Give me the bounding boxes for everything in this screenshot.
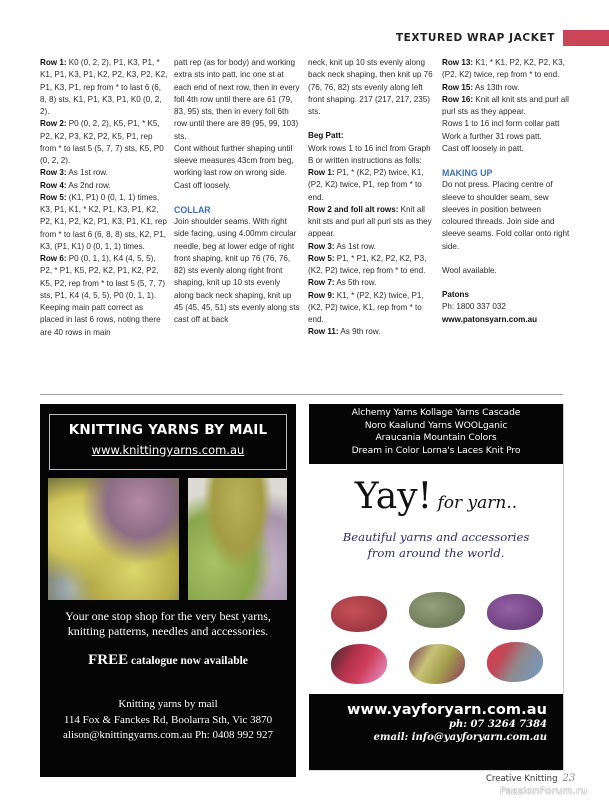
supplier-website[interactable]: www.patonsyarn.com.au	[442, 314, 538, 324]
row-3-instruction: Row 3: As 1st row.	[40, 168, 108, 178]
ad-url-link[interactable]: www.knittingyarns.com.au	[91, 443, 245, 457]
cast-off-patt: Cast off loosely in patt.	[442, 143, 524, 153]
collar-row-2: Row 2 and foll alt rows: Knit all knit sts and purl all purl sts as they appear.	[308, 204, 432, 239]
beg-patt-heading: Beg Patt:	[308, 131, 344, 141]
collar-text: Join shoulder seams. With right side facing, using 4.00mm circular needle, beg at lower edge of right front shaping, knit up 76 (76, 76, 82) sts evenly along right front shaping, knit up 10 sts evenly along back neck shaping, knit up 45 (45, 45, 51) sts evenly along sts cast off at back	[174, 217, 300, 324]
beg-patt-text: Work rows 1 to 16 incl from Graph B or written instructions as folls:	[308, 143, 431, 165]
making-up-heading: MAKING UP	[442, 168, 493, 178]
yay-contact-band	[309, 694, 563, 770]
free-catalogue: FREE catalogue now available	[88, 652, 248, 668]
section-title: TEXTURED WRAP JACKET	[395, 32, 555, 44]
row-2-instruction: Row 2: P0 (0, 2, 2), K5, P1, * K5, P2, K2, P3, K2, P2, K5, P1, rep from * to last 5 (5, 7, 7) sts, K5, P0 (0, 2, 2).	[40, 119, 164, 165]
yarn-skein-red	[331, 596, 387, 632]
yarn-skein-multi-green	[409, 644, 465, 684]
collar-row-11: Row 11: As 9th row.	[308, 327, 381, 337]
row-6-instruction: Row 6: P0 (0, 1, 1), K4 (4, 5, 5), P2, * P1, K5, P2, K2, P1, K2, P2, K5, P2, rep from * to last 5 (5, 7, 7) sts, P1, K4 (4, 5, 5), P0 (0, 1, 1).	[40, 254, 166, 300]
sleeve-shaping: patt rep (as for body) and working extra sts into patt, inc one st at each end of next row, then in every foll 4th row until there are 61 (79, 83, 95) sts, then in every foll 6th row until there are 89 (95, 99, 103) sts.	[174, 58, 300, 141]
boucle-yarn-photo	[48, 478, 179, 600]
ad-yay-for-yarn[interactable]	[309, 404, 564, 771]
column-1	[40, 57, 168, 339]
watermark: PassionForum.ru	[500, 786, 588, 797]
brand-list: Alchemy Yarns Kollage Yarns Cascade Noro Kaalund Yarns WOOLganic Araucania Mountain Colors Dream in Color Lorna's Laces Knit Pro	[309, 404, 563, 464]
row-4-instruction: Row 4: As 2nd row.	[40, 180, 111, 190]
column-3	[308, 57, 436, 339]
pattern-columns	[40, 57, 568, 377]
row-1-instruction: Row 1: K0 (0, 2, 2), P1, K3, P1, * K1, P1, K3, P1, K2, P2, K3, P2, K2, P1, K3, P1, rep from * to last 6 (6, 8, 8) sts, K1, P1, K3, P1, K0 (0, 2, 2).	[40, 58, 168, 116]
yarn-skein-purple	[487, 594, 543, 630]
collar-row-7: Row 7: As 5th row.	[308, 278, 377, 288]
ad-tagline: Your one stop shop for the very best yarns, knitting patterns, needles and accessories.	[65, 609, 271, 638]
collar-row-13: Row 13: K1, * K1, P2, K2, P2, K3, (P2, K2) twice, rep from * to end.	[442, 58, 565, 80]
collar-continued: neck, knit up 10 sts evenly along back neck shaping, then knit up 76 (76, 76, 82) sts evenly along left front shaping. 217 (217, 217, 235) sts.	[308, 58, 433, 116]
publication-name: Creative Knitting	[486, 774, 558, 784]
collar-row-5: Row 5: P1, * P1, K2, P2, K2, P3, (K2, P2) twice, rep from * to end.	[308, 253, 427, 275]
ad-title: KNITTING YARNS BY MAIL	[68, 422, 268, 438]
yay-tagline: Beautiful yarns and accessories from around the world.	[342, 530, 530, 560]
collar-row-1: Row 1: P1, * (K2, P2) twice, K1, (P2, K2) twice, P1, rep from * to end.	[308, 168, 424, 202]
page-footer	[486, 773, 575, 784]
further-rows: Work a further 31 rows patt.	[442, 131, 542, 141]
collar-row-16: Row 16: Knit all knit sts and purl all purl sts as they appear.	[442, 94, 569, 116]
collar-heading: COLLAR	[174, 204, 211, 215]
collar-row-9: Row 9: K1, * (P2, K2) twice, P1, (K2, P2) twice, K1, rep from * to end.	[308, 290, 424, 324]
column-2	[174, 57, 302, 326]
cotton-yarn-balls-photo	[188, 478, 287, 600]
ad-knitting-yarns-by-mail[interactable]	[40, 404, 296, 777]
yay-phone: ph: 07 3264 7384	[449, 719, 547, 730]
ad-title-box	[49, 414, 287, 470]
yay-email[interactable]: email: info@yayforyarn.com.au	[373, 732, 547, 743]
yarn-skein-multi-blue	[487, 642, 543, 682]
supplier-phone: Ph: 1800 337 032	[442, 302, 506, 312]
yay-logo: Yay! for yarn..	[354, 476, 518, 517]
supplier-name: Patons	[442, 290, 469, 299]
making-up-text: Do not press. Placing centre of sleeve to shoulder seam, sew sleeves in position between coloured threads. Join side and sleeve seams. Fold collar onto right side.	[442, 180, 570, 251]
yarn-skein-sage	[409, 592, 465, 628]
collar-row-15: Row 15: As 13th row.	[442, 82, 520, 92]
page-header	[396, 29, 609, 47]
collar-row-3: Row 3: As 1st row.	[308, 241, 376, 251]
wool-available: Wool available.	[442, 265, 497, 275]
accent-bar	[563, 30, 609, 46]
collar-patt-note: Rows 1 to 16 incl form collar patt	[442, 119, 560, 129]
yay-url-link[interactable]: www.yayforyarn.com.au	[346, 702, 547, 718]
column-4	[442, 57, 570, 326]
ad-contact: Knitting yarns by mail 114 Fox & Fanckes Rd, Boolarra Sth, Vic 3870 alison@knittingyarns.com.au Ph: 0408 992 927	[63, 698, 273, 741]
cast-off: Cast off loosely.	[174, 180, 231, 190]
sleeve-continue: Cont without further shaping until sleeve measures 43cm from beg, working last row on wrong side.	[174, 143, 294, 178]
yarn-skein-multi-pink	[331, 644, 387, 684]
patt-note: Keeping main patt correct as placed in last 6 rows, noting there are 40 rows in main	[40, 303, 161, 337]
section-divider	[40, 394, 563, 395]
page-number: 23	[562, 773, 576, 784]
row-5-instruction: Row 5: (K1, P1) 0 (0, 1, 1) times, K3, P1, K1, * K2, P1, K3, P1, K2, P2, K1, P2, K2, P1, K3, P1, K1, rep from * to last 6 (6, 8, 8) sts, K2, P1, K3, (P1, K1) 0 (0, 1, 1) times.	[40, 192, 167, 251]
